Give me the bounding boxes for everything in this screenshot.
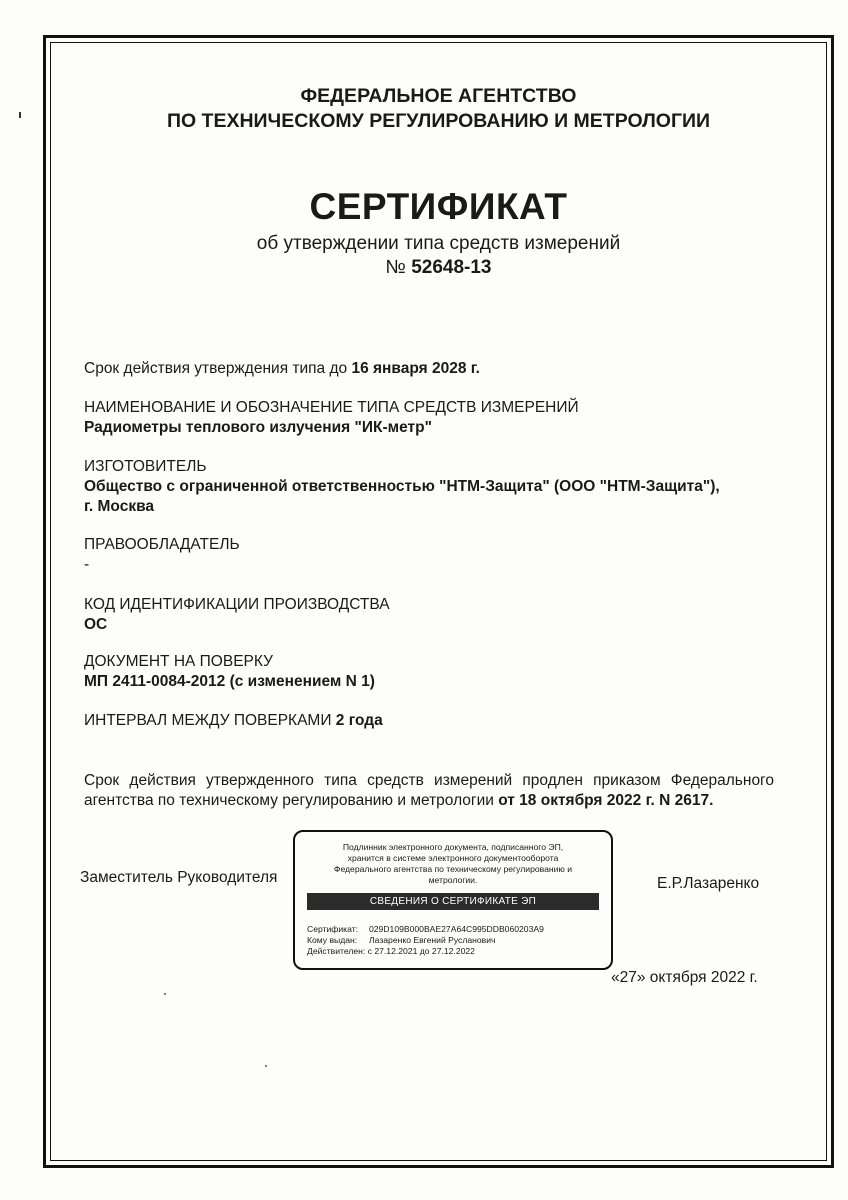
manufacturer-label: ИЗГОТОВИТЕЛЬ — [84, 458, 207, 475]
stamp-note-line-4: метрологии. — [428, 875, 478, 885]
verification-doc-label: ДОКУМЕНТ НА ПОВЕРКУ — [84, 653, 273, 670]
agency-line-1: ФЕДЕРАЛЬНОЕ АГЕНТСТВО — [300, 85, 577, 107]
certificate-subtitle: об утверждении типа средств измерений — [256, 233, 621, 254]
stamp-valid-row — [307, 946, 544, 957]
stamp-issued-row — [307, 935, 544, 946]
number-prefix: № — [385, 257, 406, 278]
signature-date: «27» октября 2022 г. — [611, 969, 758, 986]
production-code-value: ОС — [84, 616, 108, 633]
verification-doc-value: МП 2411-0084-2012 (с изменением N 1) — [84, 673, 375, 690]
scan-speck — [19, 112, 21, 118]
stamp-cert-label: Сертификат: — [307, 924, 359, 934]
extension-paragraph — [84, 771, 774, 811]
certificate-number — [50, 257, 827, 279]
production-code-label: КОД ИДЕНТИФИКАЦИИ ПРОИЗВОДСТВА — [84, 596, 390, 613]
certificate-title: СЕРТИФИКАТ — [309, 186, 568, 227]
agency-header — [50, 84, 827, 134]
extension-order: от 18 октября 2022 г. N 2617. — [498, 792, 714, 809]
signatory-name: Е.Р.Лазаренко — [657, 875, 760, 892]
section-name-label: НАИМЕНОВАНИЕ И ОБОЗНАЧЕНИЕ ТИПА СРЕДСТВ ИЗМЕРЕНИЙ — [84, 399, 579, 416]
stamp-valid-value: с 27.12.2021 до 27.12.2022 — [367, 945, 475, 956]
stamp-note-line-3: Федерального агентства по техническому регулированию и — [333, 864, 573, 874]
section-manufacturer — [84, 457, 774, 517]
stamp-details — [307, 924, 544, 956]
manufacturer-value-2: г. Москва — [84, 498, 155, 515]
stamp-issued-value: Лазаренко Евгений Русланович — [369, 934, 496, 945]
rights-holder-label: ПРАВООБЛАДАТЕЛЬ — [84, 536, 240, 553]
stamp-header-bar: СВЕДЕНИЯ О СЕРТИФИКАТЕ ЭП — [307, 893, 599, 910]
stamp-note-line-2: хранится в системе электронного документооборота — [347, 853, 559, 863]
stamp-issued-label: Кому выдан: — [307, 934, 358, 945]
section-interval — [84, 711, 774, 731]
scan-dot — [164, 993, 166, 995]
extension-text: Срок действия утвержденного типа средств измерений продлен приказом Федерального агентства по техническому регулированию и метрологии — [84, 772, 774, 809]
section-verification-doc — [84, 652, 774, 692]
section-production-code — [84, 595, 774, 635]
section-name — [84, 398, 774, 438]
validity-line — [84, 359, 774, 379]
stamp-cert-row — [307, 924, 544, 935]
interval-value: 2 года — [335, 712, 383, 729]
validity-label: Срок действия утверждения типа до — [84, 360, 348, 377]
signatory-position: Заместитель Руководителя — [80, 869, 278, 886]
section-rights-holder — [84, 535, 774, 575]
agency-line-2: ПО ТЕХНИЧЕСКОМУ РЕГУЛИРОВАНИЮ И МЕТРОЛОГИИ — [166, 110, 711, 132]
stamp-note — [309, 842, 597, 886]
manufacturer-value-1: Общество с ограниченной ответственностью "НТМ-Защита" (ООО "НТМ-Защита"), — [84, 478, 720, 495]
section-name-value: Радиометры теплового излучения "ИК-метр" — [84, 419, 432, 436]
validity-value: 16 января 2028 г. — [351, 360, 480, 377]
stamp-cert-value: 029D109B000BAE27A64C995DDB060203A9 — [369, 924, 544, 934]
scan-dot — [265, 1065, 267, 1067]
stamp-note-line-1: Подлинник электронного документа, подписанного ЭП, — [342, 842, 564, 852]
interval-label: ИНТЕРВАЛ МЕЖДУ ПОВЕРКАМИ — [84, 712, 332, 729]
stamp-valid-label: Действителен: — [307, 945, 366, 956]
rights-holder-value: - — [84, 556, 90, 573]
e-signature-stamp — [293, 830, 613, 970]
number-value: 52648-13 — [411, 257, 492, 278]
